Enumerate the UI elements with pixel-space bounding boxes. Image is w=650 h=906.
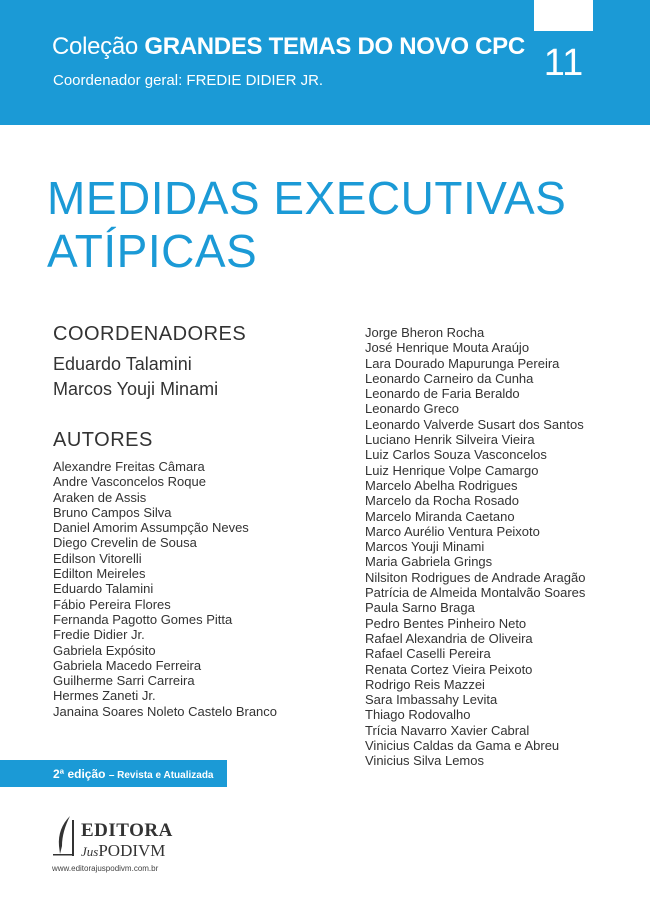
coordinator-name: Marcos Youji Minami <box>53 379 219 399</box>
author-name: Sara Imbassahy Levita <box>365 692 498 708</box>
series-name: GRANDES TEMAS DO NOVO CPC <box>144 33 525 60</box>
author-name: Luciano Henrik Silveira Vieira <box>365 432 535 448</box>
author-name: Marcos Youji Minami <box>365 539 485 555</box>
author-name: José Henrique Mouta Araújo <box>365 340 530 356</box>
authors-list-right <box>365 325 585 769</box>
author-name: Daniel Amorim Assumpção Neves <box>53 520 249 536</box>
author-name: Fábio Pereira Flores <box>53 596 171 612</box>
author-name: Paula Sarno Braga <box>365 600 475 616</box>
author-name: Renata Cortez Vieira Peixoto <box>365 661 533 677</box>
edition-label <box>53 767 214 781</box>
author-name: Patrícia de Almeida Montalvão Soares <box>365 585 586 601</box>
author-name: Diego Crevelin de Sousa <box>53 535 197 551</box>
authors-list-left <box>53 459 277 719</box>
author-name: Marcelo Miranda Caetano <box>365 508 515 524</box>
authors-heading: AUTORES <box>53 429 153 451</box>
quill-pen-icon <box>50 814 78 860</box>
author-name: Nilsiton Rodrigues de Andrade Aragão <box>365 569 586 585</box>
author-name: Luiz Henrique Volpe Camargo <box>365 462 539 478</box>
publisher-imprint <box>81 841 165 861</box>
author-name: Bruno Campos Silva <box>53 504 172 520</box>
volume-tab <box>534 0 593 31</box>
author-name: Gabriela Macedo Ferreira <box>53 657 202 673</box>
author-name: Lara Dourado Mapurunga Pereira <box>365 355 560 371</box>
author-name: Fernanda Pagotto Gomes Pitta <box>53 611 233 627</box>
series-title <box>52 33 525 61</box>
publisher-imprint-rest: PODIVM <box>98 841 166 860</box>
author-name: Araken de Assis <box>53 489 147 505</box>
author-name: Vinicius Silva Lemos <box>365 753 484 769</box>
author-name: Rafael Caselli Pereira <box>365 646 491 662</box>
author-name: Leonardo Greco <box>365 401 459 417</box>
book-title-line-1: MEDIDAS EXECUTIVAS <box>47 172 567 224</box>
author-name: Thiago Rodovalho <box>365 707 471 723</box>
publisher-name: EDITORA <box>81 820 173 841</box>
author-name: Pedro Bentes Pinheiro Neto <box>365 615 527 631</box>
author-name: Guilherme Sarri Carreira <box>53 673 195 689</box>
author-name: Vinicius Caldas da Gama e Abreu <box>365 738 560 754</box>
author-name: Andre Vasconcelos Roque <box>53 474 206 490</box>
author-name: Trícia Navarro Xavier Cabral <box>365 722 530 738</box>
author-name: Fredie Didier Jr. <box>53 627 145 643</box>
publisher-website: www.editorajuspodivm.com.br <box>52 864 159 873</box>
edition-number: 2ª edição <box>53 767 106 781</box>
author-name: Leonardo Valverde Susart dos Santos <box>365 416 584 432</box>
author-name: Gabriela Expósito <box>53 642 156 658</box>
author-name: Rafael Alexandria de Oliveira <box>365 630 533 646</box>
author-name: Eduardo Talamini <box>53 581 154 597</box>
author-name: Luiz Carlos Souza Vasconcelos <box>365 447 547 463</box>
author-name: Edilson Vitorelli <box>53 550 142 566</box>
author-name: Marcelo Abelha Rodrigues <box>365 477 518 493</box>
author-name: Jorge Bheron Rocha <box>365 325 485 340</box>
book-title-line-2: ATÍPICAS <box>47 225 258 277</box>
edition-note: – Revista e Atualizada <box>108 770 214 781</box>
author-name: Hermes Zaneti Jr. <box>53 688 156 704</box>
author-name: Leonardo Carneiro da Cunha <box>365 370 534 386</box>
author-name: Marco Aurélio Ventura Peixoto <box>365 523 540 539</box>
author-name: Alexandre Freitas Câmara <box>53 459 205 474</box>
author-name: Leonardo de Faria Beraldo <box>365 386 520 402</box>
author-name: Maria Gabriela Grings <box>365 554 493 570</box>
series-prefix: Coleção <box>52 33 138 60</box>
publisher-imprint-italic: Jus <box>81 844 99 859</box>
author-name: Janaina Soares Noleto Castelo Branco <box>53 703 278 719</box>
author-name: Rodrigo Reis Mazzei <box>365 676 485 692</box>
coordinators-heading: COORDENADORES <box>53 323 247 345</box>
coordinator-name: Eduardo Talamini <box>53 354 192 374</box>
book-title <box>47 172 566 278</box>
author-name: Edilton Meireles <box>53 566 146 582</box>
volume-number: 11 <box>543 42 584 84</box>
general-coordinator: Coordenador geral: FREDIE DIDIER JR. <box>53 72 324 89</box>
author-name: Marcelo da Rocha Rosado <box>365 493 519 509</box>
